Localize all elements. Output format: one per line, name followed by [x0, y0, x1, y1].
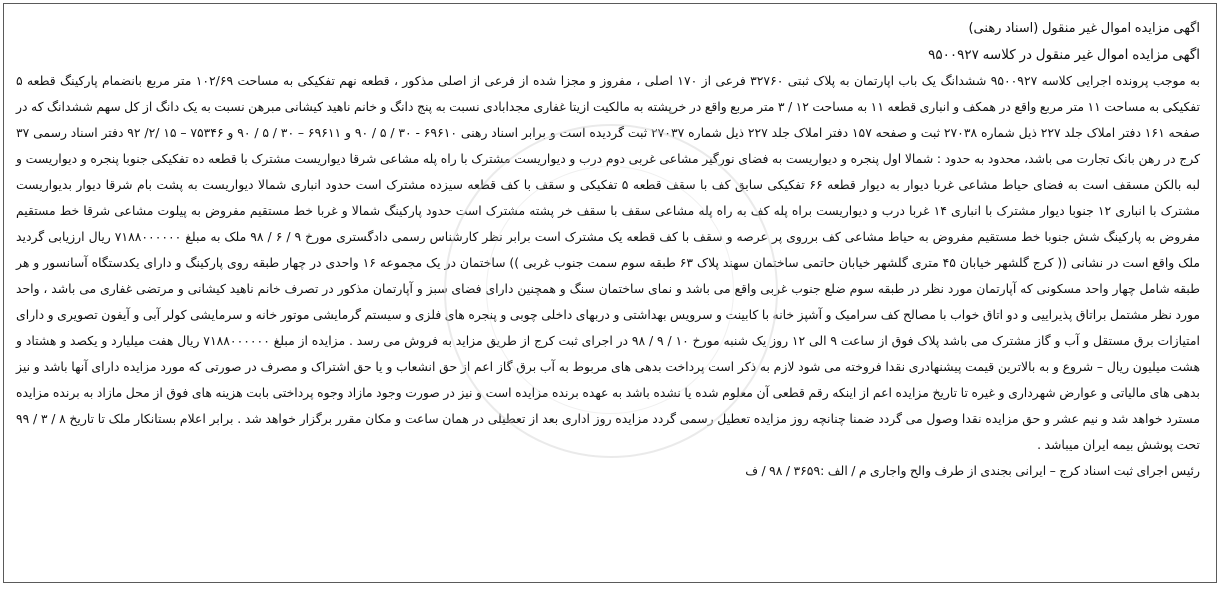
notice-frame [3, 3, 1217, 583]
notice-title: اگهی مزایده اموال غیر منقول (اسناد رهنی) [968, 21, 1200, 36]
notice-body: به موجب پرونده اجرایی کلاسه ۹۵۰۰۹۲۷ ششدانگ یک باب اپارتمان به پلاک ثبتی ۳۲۷۶۰ فرعی از ۱۷۰ اصلی ، مفروز و مجزا شده از فرعی از اصلی مذکور ، قطعه نهم تفکیکی به مساحت ۱۰۲/۶۹ متر مربع بانضمام پارکینگ قطعه ۵ تفکیکی به مساحت ۱۱ متر مربع واقع در همکف و انباری قطعه ۱۱ به مساحت ۱۲ / ۳ متر مربع واقع در خرپشته به مالکیت ازیتا غفاری مجدابادی نسبت به پنج دانگ و خانم ناهید کیشانی مبرهن نسبت به یک دانگ از کل سهم ششدانگ که در صفحه ۱۶۱ دفتر املاک جلد ۲۲۷ ذیل شماره ۲۷۰۳۸ ثبت و صفحه ۱۵۷ دفتر املاک جلد ۲۲۷ ذیل شماره ۲۷۰۳۷ ثبت گردیده است و برابر اسناد رهنی ۶۹۶۱۰ - ۳۰ / ۵ / ۹۰ و ۶۹۶۱۱ – ۳۰ / ۵ / ۹۰ و ۷۵۳۴۶ – ۱۵ /۲/ ۹۲ دفتر اسناد رسمی ۳۷ کرج در رهن بانک تجارت می باشد، محدود به حدود : شمالا اول پنجره و دیواریست به فضای نورگیر مشاعی غربی دوم درب و دیواریست مشترک با راه پله مشاعی شرقا دیواریست مشترک با قطعه ده تفکیکی جنوبا پنجره و دیواریست و لبه بالکن مسقف است به فضای حیاط مشاعی غربا دیوار به دیوار قطعه ۶۶ تفکیکی سابق کف با سقف قطعه ۵ تفکیکی و سقف با کف قطعه سیزده مشترک است حدود انباری شمالا دیواریست به پشت بام شرقا دیوار بدیواریست مشترک با انباری ۱۲ جنوبا دیوار مشترک با انباری ۱۴ غربا درب و دیواریست براه پله کف به راه پله مشاعی سقف با سقف خر پشته مشترک است حدود پارکینگ شمالا و غربا خط مستقیم مفروض به پیلوت مشاعی شرقا خط مستقیم مفروض به پارکینگ شش جنوبا خط مستقیم مفروض به حیاط مشاعی کف برروی پر عرصه و سقف با کف قطعه یک مشترک است برابر نظر کارشناس رسمی دادگستری مورخ ۹ / ۶ / ۹۸ ملک به مبلغ ۷۱۸۸۰۰۰۰۰۰ ریال ارزیابی گردید ملک واقع است در نشانی (( کرج گلشهر خیابان ۴۵ متری گلشهر خیابان حاتمی ساختمان سهند پلاک ۶۳ طبقه سوم سمت جنوب غربی )) ساختمان در یک مجموعه ۱۶ واحدی در چهار طبقه روی پارکینگ و دارای یکدستگاه آسانسور و هر طبقه شامل چهار واحد مسکونی که آپارتمان مورد نظر در طبقه سوم ضلع جنوب غربی واقع می باشد و نمای ساختمان سنگ و همچنین دارای فضای سبز و آپارتمان مذکور در تصرف خانم ناهید کیشانی و مرتضی غفاری می باشد ، واحد مورد نظر مشتمل براتاق پذیراییی و دو اتاق خواب با مصالح کف سرامیک و آشپز خانه با کابینت و سرویس بهداشتی و دربهای داخلی چوبی و پنجره های فلزی و سیستم گرمایشی موتور خانه و سرمایشی کولر آبی و آیفون تصویری و دارای امتیازات برق مستقل و آب و گاز مشترک می باشد پلاک فوق از ساعت ۹ الی ۱۲ روز یک شنبه مورخ ۱۰ / ۹ / ۹۸ در اجرای ثبت کرج از طریق مزاید به فروش می رسد . مزایده از مبلغ ۷۱۸۸۰۰۰۰۰۰ ریال هفت میلیارد و یکصد و هشتاد و هشت میلیون ریال – شروع و به بالاترین قیمت پیشنهادری نقدا فروخته می شود لازم به ذکر است پرداخت بدهی های مربوط به آب برق گاز اعم از حق انشعاب و یا حق اشتراک و مصرف در صورتی که مورد مزایده دارای آنها باشد و نیز بدهی های مالیاتی و عوارض شهرداری و غیره تا تاریخ مزایده اعم از اینکه رقم قطعی آن معلوم شده یا نشده باشد به عهده برنده مزایده است و نیز در صورت وجود مازاد وجوه پرداختی بابت هزینه های فوق از محل مازاد به برنده مزایده مسترد خواهد شد و نیم عشر و حق مزایده نقدا وصول می گردد ضمنا چنانچه روز مزایده تعطیل رسمی گردد مزایده روز اداری بعد از تعطیلی در همان ساعت و مکان مقرر برگزار خواهد شد . برابر اعلام بستانکار ملک تا تاریخ ۸ / ۳ / ۹۹ تحت پوشش بیمه ایران میباشد . [16, 73, 1201, 452]
notice-signature: رئیس اجرای ثبت اسناد کرج – ایرانی بجندی از طرف والح واجاری م / الف :۳۶۵۹ / ۹۸ / ف [745, 463, 1200, 478]
auction-notice [4, 4, 1216, 484]
notice-subtitle: اگهی مزایده اموال غیر منقول در کلاسه ۹۵۰۰۹۲۷ [928, 47, 1200, 63]
